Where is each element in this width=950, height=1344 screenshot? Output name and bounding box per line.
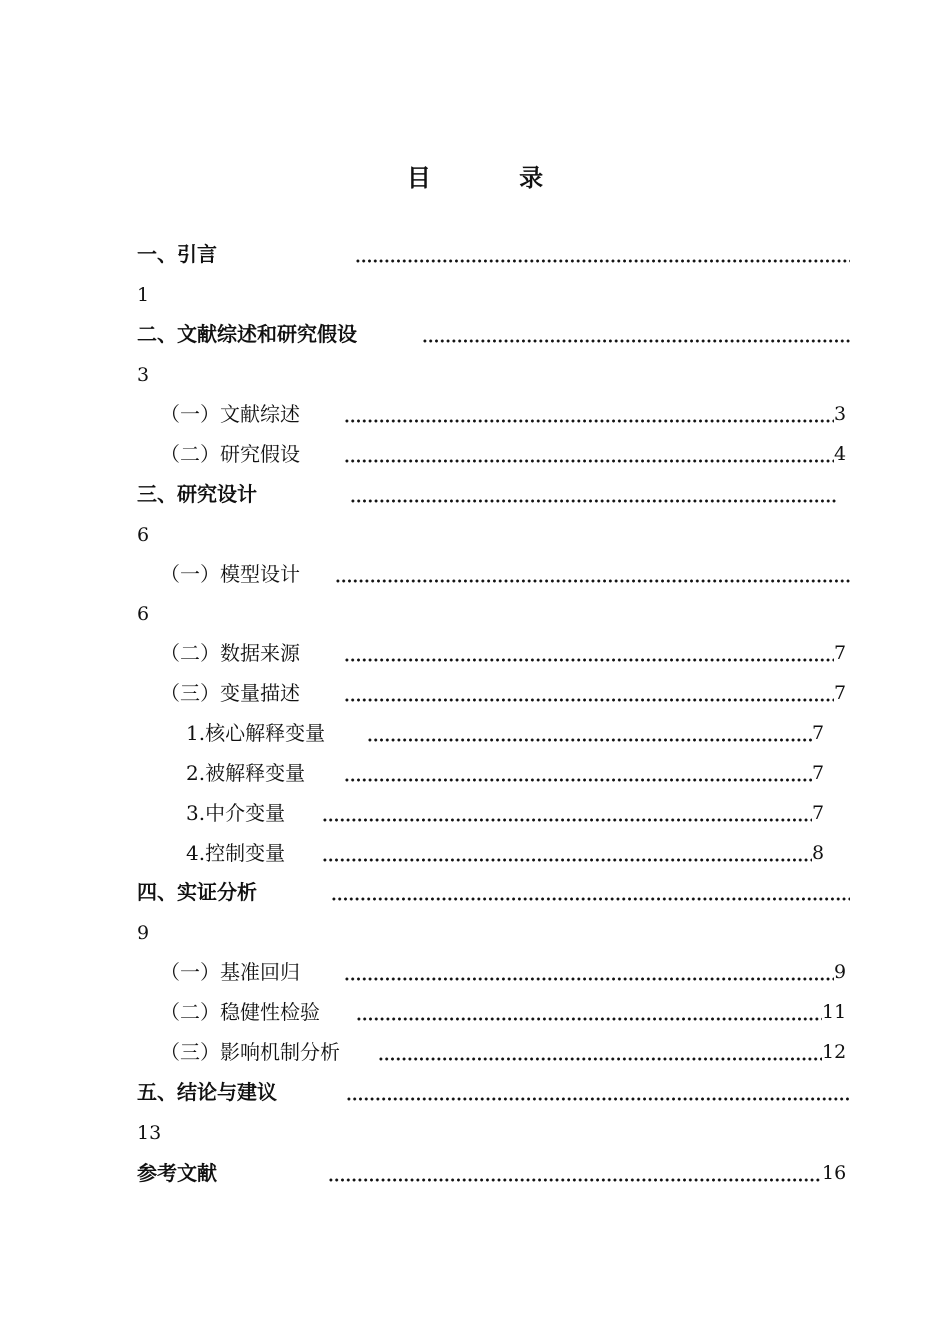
toc-entry-label: 四、实证分析: [137, 880, 257, 904]
toc-entry[interactable]: [0, 1158, 950, 1188]
leader-dots: [344, 419, 834, 423]
page-title: 目 录: [406, 164, 584, 192]
toc-entry[interactable]: [0, 319, 950, 349]
leader-dots: [356, 1017, 822, 1021]
toc-entry-page: 13: [137, 1122, 162, 1144]
leader-dots: [378, 1057, 822, 1061]
leader-dots: [335, 579, 850, 583]
leader-dots: [344, 658, 834, 662]
toc-entry[interactable]: [0, 479, 950, 509]
leader-dots: [331, 897, 850, 901]
leader-dots: [322, 818, 812, 822]
toc-entry[interactable]: [0, 997, 950, 1027]
leader-dots: [346, 1097, 850, 1101]
toc-entry-label: 二、文献综述和研究假设: [137, 322, 357, 346]
toc-entry-page: 9: [834, 961, 847, 983]
toc-entry-page: 7: [834, 682, 847, 704]
leader-dots: [344, 698, 834, 702]
toc-entry[interactable]: [0, 718, 950, 748]
toc-entry-page: 4: [834, 443, 847, 465]
toc-entry[interactable]: [0, 877, 950, 907]
toc-entry-page: 7: [834, 642, 847, 664]
toc-entry[interactable]: [0, 678, 950, 708]
leader-dots: [367, 738, 812, 742]
toc-entry-page: 3: [834, 403, 847, 425]
toc-entry-page: 8: [812, 842, 825, 864]
toc-entry-label: （二）稳健性检验: [160, 1000, 320, 1024]
leader-dots: [322, 858, 812, 862]
leader-dots: [328, 1178, 822, 1182]
toc-entry-label: （三）变量描述: [160, 681, 300, 705]
toc-entry-label: 三、研究设计: [137, 482, 257, 506]
toc-entry[interactable]: [0, 798, 950, 828]
toc-entry-page: 7: [812, 802, 825, 824]
toc-entry-page: 12: [822, 1041, 847, 1063]
toc-entry-label: （一）模型设计: [160, 562, 300, 586]
toc-entry-page: 3: [137, 364, 150, 386]
toc-entry-label: 一、引言: [137, 242, 217, 266]
toc-entry[interactable]: [0, 1077, 950, 1107]
toc-entry[interactable]: [0, 559, 950, 589]
toc-entry-page: 7: [812, 762, 825, 784]
toc-entry-label: （二）数据来源: [160, 641, 300, 665]
toc-entry-label: 1.核心解释变量: [186, 721, 326, 745]
toc-entry[interactable]: [0, 758, 950, 788]
toc-entry[interactable]: [0, 439, 950, 469]
toc-entry[interactable]: [0, 638, 950, 668]
toc-entry[interactable]: [0, 1037, 950, 1067]
leader-dots: [355, 259, 850, 263]
leader-dots: [344, 977, 834, 981]
toc-entry-page: 16: [822, 1162, 847, 1184]
toc-entry[interactable]: [0, 239, 950, 269]
toc-entry-page: 1: [137, 284, 150, 306]
toc-entry-label: 4.控制变量: [186, 841, 286, 865]
toc-entry-label: 3.中介变量: [186, 801, 286, 825]
toc-entry[interactable]: [0, 957, 950, 987]
toc-entry[interactable]: [0, 838, 950, 868]
toc-entry-page: 9: [137, 922, 150, 944]
leader-dots: [344, 459, 834, 463]
toc-entry-label: 2.被解释变量: [186, 761, 306, 785]
toc-entry-label: （二）研究假设: [160, 442, 300, 466]
leader-dots: [422, 339, 850, 343]
toc-entry-page: 11: [822, 1001, 847, 1023]
toc-entry-label: （三）影响机制分析: [160, 1040, 340, 1064]
toc-entry-page: 6: [137, 603, 150, 625]
toc-entry-label: （一）基准回归: [160, 960, 300, 984]
leader-dots: [344, 778, 812, 782]
toc-entry-page: 7: [812, 722, 825, 744]
leader-dots: [350, 499, 838, 503]
toc-entry-label: 五、结论与建议: [137, 1080, 277, 1104]
toc-entry-label: （一）文献综述: [160, 402, 300, 426]
toc-entry-label: 参考文献: [137, 1161, 217, 1185]
toc-entry[interactable]: [0, 399, 950, 429]
toc-entry-page: 6: [137, 524, 150, 546]
